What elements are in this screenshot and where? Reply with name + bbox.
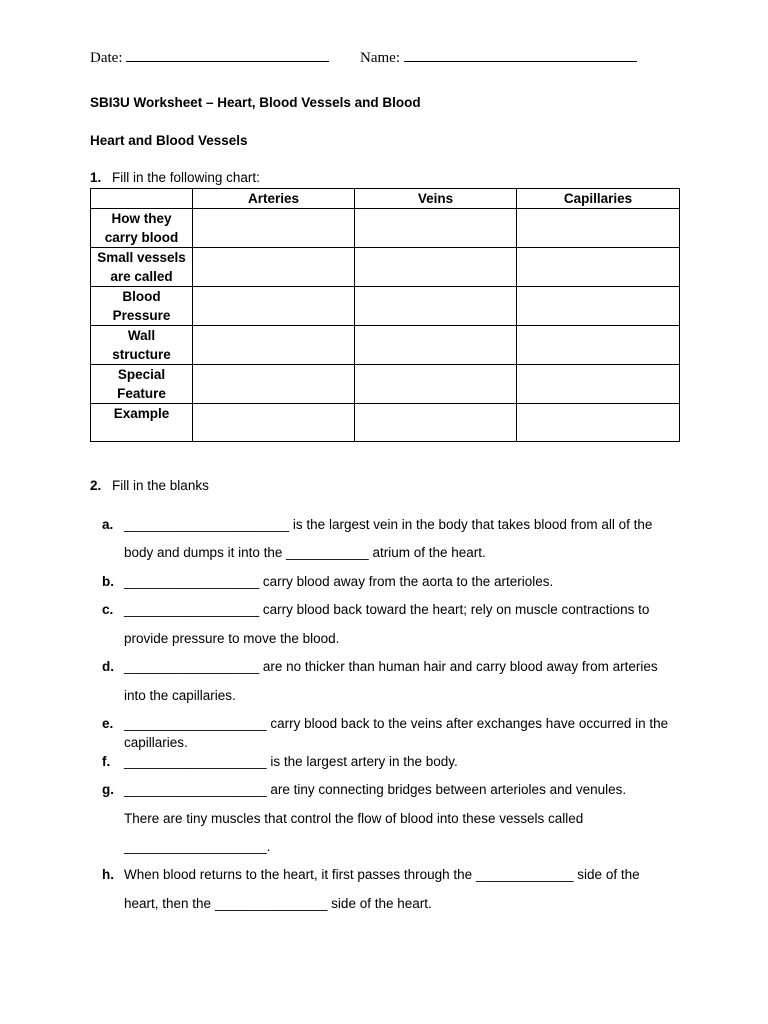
item-letter: a. — [102, 517, 114, 532]
chart-row — [91, 209, 680, 248]
chart-header-arteries: Arteries — [193, 189, 355, 209]
item-text[interactable]: ___________________ are tiny connecting bridges between arterioles and venules. — [124, 782, 627, 797]
date-field — [90, 47, 329, 67]
date-label: Date: — [90, 50, 123, 66]
question-text: Fill in the following chart: — [112, 170, 260, 185]
item-text[interactable]: When blood returns to the heart, it first passes through the _____________ side of the — [124, 867, 640, 882]
name-label: Name: — [360, 50, 400, 66]
date-blank[interactable] — [126, 47, 329, 62]
chart-row — [91, 287, 680, 326]
chart-row — [91, 326, 680, 365]
question-text: Fill in the blanks — [112, 478, 209, 493]
cell-arteries[interactable] — [193, 248, 355, 287]
chart-row — [91, 404, 680, 442]
cell-arteries[interactable] — [193, 326, 355, 365]
item-text[interactable]: capillaries. — [124, 735, 188, 750]
cell-capillaries[interactable] — [517, 209, 680, 248]
worksheet-title: SBI3U Worksheet – Heart, Blood Vessels and Blood — [90, 95, 421, 110]
item-letter: h. — [102, 867, 114, 882]
item-letter: d. — [102, 659, 114, 674]
row-header-blood-pressure: Blood Pressure — [91, 287, 193, 326]
row-header-wall-structure: Wall structure — [91, 326, 193, 365]
chart-header-veins: Veins — [355, 189, 517, 209]
chart-row — [91, 365, 680, 404]
cell-capillaries[interactable] — [517, 404, 680, 442]
chart-header-capillaries: Capillaries — [517, 189, 680, 209]
row-header-example: Example — [91, 404, 193, 442]
cell-arteries[interactable] — [193, 287, 355, 326]
section-heading: Heart and Blood Vessels — [90, 133, 248, 148]
cell-arteries[interactable] — [193, 404, 355, 442]
cell-capillaries[interactable] — [517, 287, 680, 326]
item-letter: e. — [102, 716, 114, 731]
question-2-prompt — [90, 478, 209, 493]
cell-veins[interactable] — [355, 287, 517, 326]
cell-capillaries[interactable] — [517, 248, 680, 287]
item-text[interactable]: __________________ carry blood away from the aorta to the arterioles. — [124, 574, 554, 589]
item-text[interactable]: provide pressure to move the blood. — [124, 631, 340, 646]
cell-veins[interactable] — [355, 209, 517, 248]
item-letter: b. — [102, 574, 114, 589]
question-1-prompt — [90, 170, 260, 185]
item-letter: f. — [102, 754, 111, 769]
cell-veins[interactable] — [355, 248, 517, 287]
item-text[interactable]: ___________________ carry blood back to the veins after exchanges have occurred in the — [124, 716, 669, 731]
item-text[interactable]: __________________ carry blood back toward the heart; rely on muscle contractions to — [124, 602, 650, 617]
item-text[interactable]: body and dumps it into the ___________ atrium of the heart. — [124, 545, 486, 560]
chart-header-row — [91, 189, 680, 209]
cell-capillaries[interactable] — [517, 326, 680, 365]
item-letter: c. — [102, 602, 114, 617]
name-blank[interactable] — [404, 47, 637, 62]
fill-in-chart — [90, 188, 680, 442]
row-header-small-vessels: Small vessels are called — [91, 248, 193, 287]
cell-arteries[interactable] — [193, 365, 355, 404]
item-text[interactable]: __________________ are no thicker than human hair and carry blood away from arteries — [124, 659, 658, 674]
item-text[interactable]: ______________________ is the largest vein in the body that takes blood from all of the — [124, 517, 653, 532]
question-number: 1. — [90, 170, 102, 185]
item-text[interactable]: heart, then the _______________ side of the heart. — [124, 896, 432, 911]
question-number: 2. — [90, 478, 102, 493]
cell-veins[interactable] — [355, 365, 517, 404]
cell-veins[interactable] — [355, 326, 517, 365]
chart-header-empty — [91, 189, 193, 209]
cell-capillaries[interactable] — [517, 365, 680, 404]
row-header-special-feature: Special Feature — [91, 365, 193, 404]
item-text[interactable]: ___________________. — [124, 839, 271, 854]
cell-veins[interactable] — [355, 404, 517, 442]
name-field — [360, 47, 637, 67]
row-header-how-they-carry-blood: How they carry blood — [91, 209, 193, 248]
item-letter: g. — [102, 782, 114, 797]
cell-arteries[interactable] — [193, 209, 355, 248]
item-text[interactable]: There are tiny muscles that control the flow of blood into these vessels called — [124, 811, 584, 826]
chart-row — [91, 248, 680, 287]
item-text[interactable]: into the capillaries. — [124, 688, 236, 703]
item-text[interactable]: ___________________ is the largest artery in the body. — [124, 754, 458, 769]
